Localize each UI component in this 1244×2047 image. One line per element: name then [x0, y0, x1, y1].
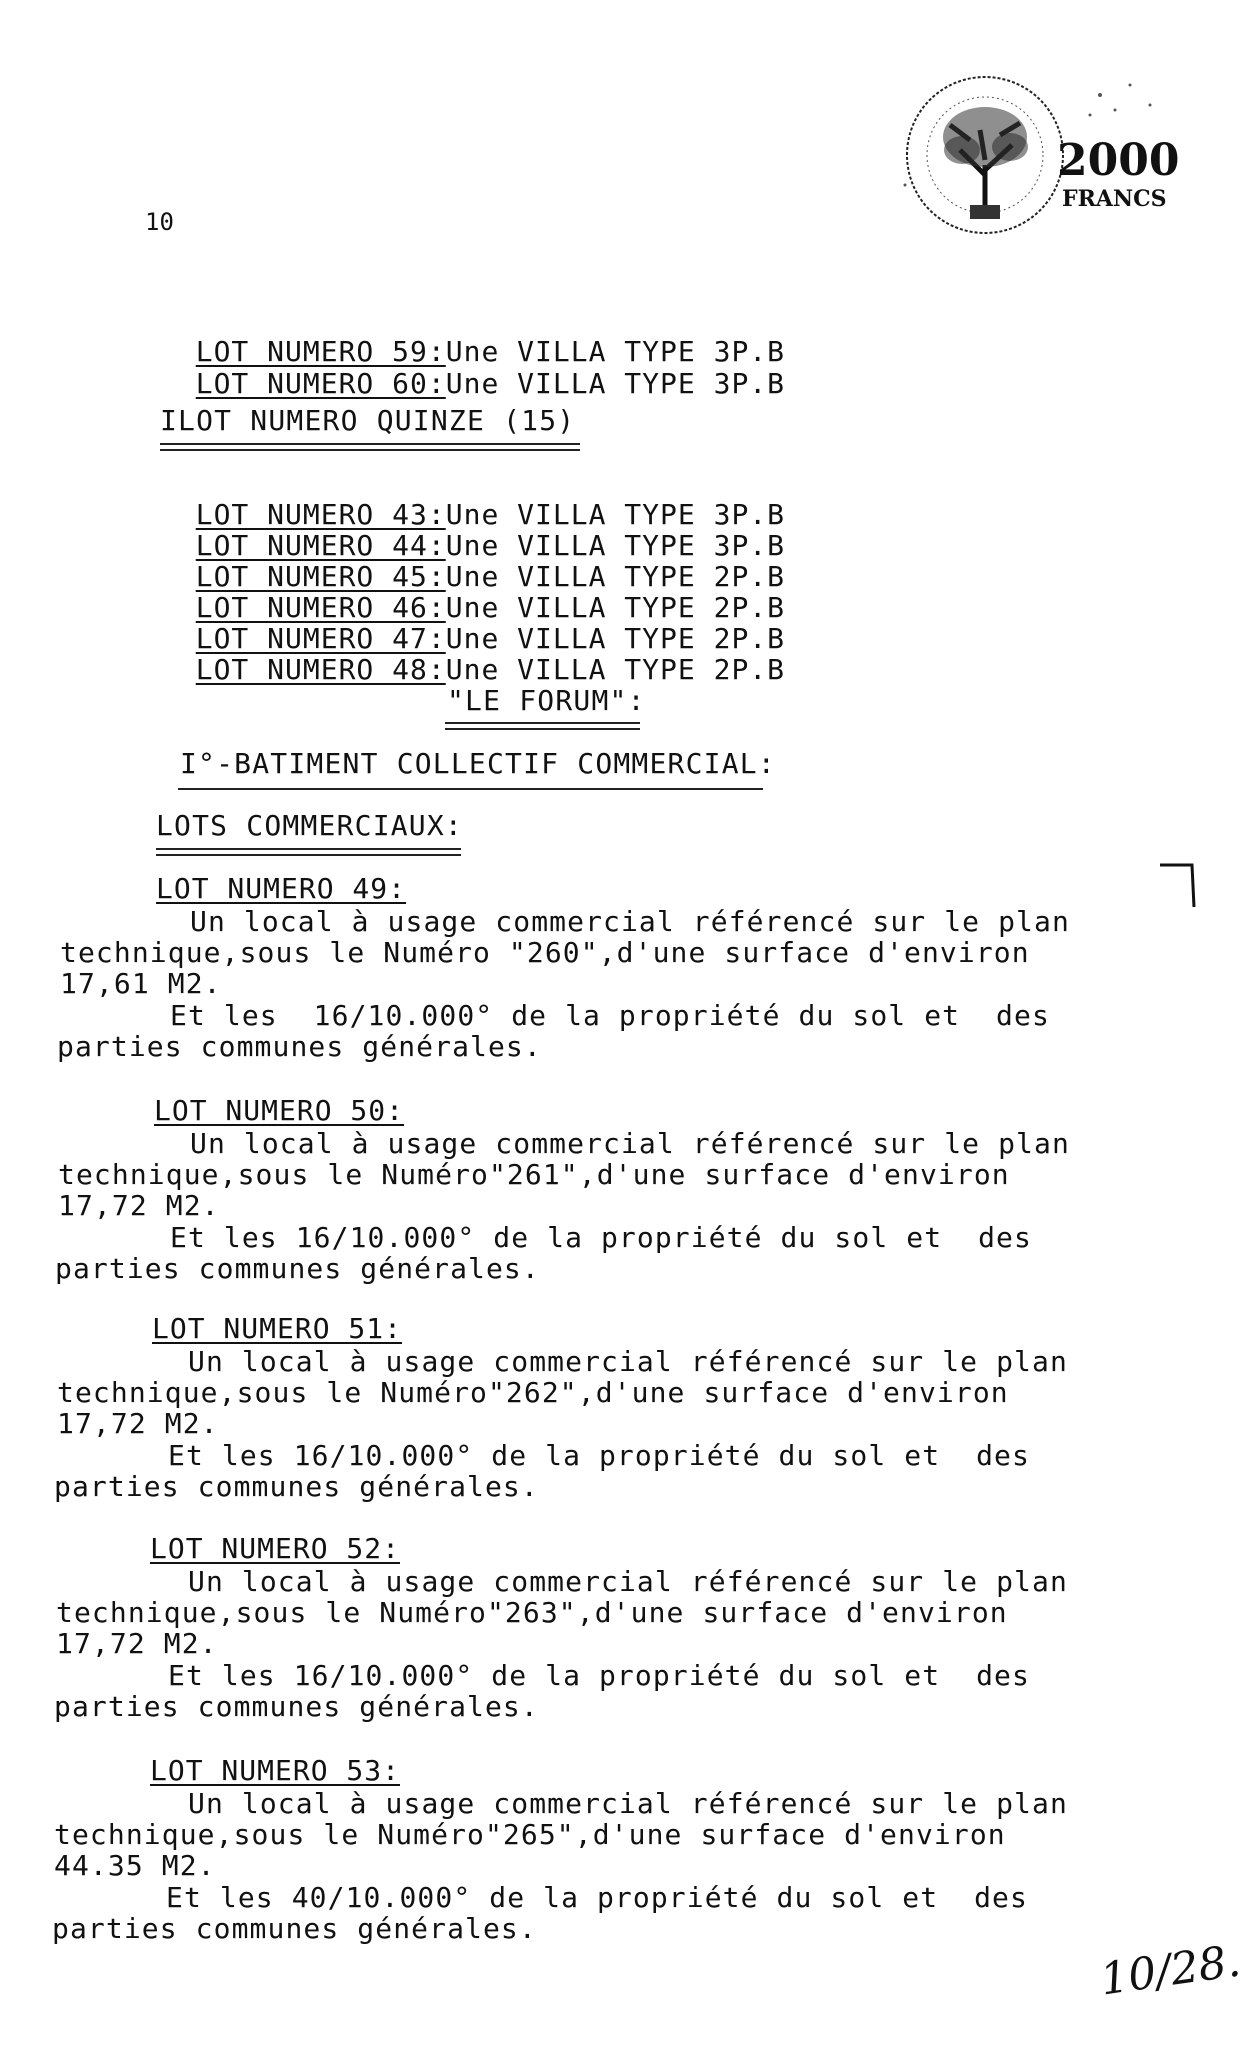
- lot-desc: Une VILLA TYPE 3P.B: [445, 335, 786, 368]
- lot-desc: Une VILLA TYPE 2P.B: [445, 653, 786, 686]
- lot-53-line1: Un local à usage commercial référencé sur le plan: [188, 1787, 1068, 1820]
- lot-50-label: LOT NUMERO 50:: [154, 1094, 405, 1127]
- lot-53-line3: 44.35 M2.: [54, 1849, 216, 1882]
- lot-51-line1: Un local à usage commercial référencé sur le plan: [188, 1345, 1068, 1378]
- lot-49-line3: 17,61 M2.: [60, 967, 222, 1000]
- lot-label: LOT NUMERO 59:: [195, 335, 446, 368]
- list-item: [160, 337, 785, 399]
- list-item: [160, 623, 785, 685]
- lot-desc: Une VILLA TYPE 3P.B: [445, 367, 786, 400]
- batiment-heading: I°-BATIMENT COLLECTIF COMMERCIAL:: [180, 747, 776, 780]
- lot-52-line1: Un local à usage commercial référencé sur le plan: [188, 1565, 1068, 1598]
- lot-label: LOT NUMERO 60:: [195, 367, 446, 400]
- lot-53-label: LOT NUMERO 53:: [150, 1754, 401, 1787]
- lot-desc: Une VILLA TYPE 3P.B: [445, 529, 786, 562]
- lot-53-line4: Et les 40/10.000° de la propriété du sol et des: [166, 1881, 1028, 1914]
- ilot-heading: ILOT NUMERO QUINZE (15): [160, 404, 576, 437]
- underline: [178, 788, 763, 790]
- lot-52-label: LOT NUMERO 52:: [150, 1532, 401, 1565]
- lot-53-line2: technique,sous le Numéro"265",d'une surface d'environ: [54, 1818, 1006, 1851]
- lot-52-line2: technique,sous le Numéro"263",d'une surface d'environ: [56, 1596, 1008, 1629]
- double-underline: [156, 848, 461, 856]
- lots-commerciaux-heading: LOTS COMMERCIAUX:: [156, 809, 463, 842]
- lot-50-line3: 17,72 M2.: [58, 1189, 220, 1222]
- lot-49-line2: technique,sous le Numéro "260",d'une surface d'environ: [60, 936, 1030, 969]
- lot-50-line1: Un local à usage commercial référencé sur le plan: [190, 1127, 1070, 1160]
- lot-label: LOT NUMERO 44:: [195, 529, 446, 562]
- lot-51-line5: parties communes générales.: [54, 1470, 539, 1503]
- double-underline: [160, 443, 580, 451]
- lot-51-line3: 17,72 M2.: [57, 1407, 219, 1440]
- lot-51-line2: technique,sous le Numéro"262",d'une surface d'environ: [57, 1376, 1009, 1409]
- lot-label: LOT NUMERO 46:: [195, 591, 446, 624]
- stamp-currency: FRANCS: [1062, 186, 1167, 212]
- lot-50-line5: parties communes générales.: [55, 1252, 540, 1285]
- lot-label: LOT NUMERO 43:: [195, 498, 446, 531]
- lot-52-line4: Et les 16/10.000° de la propriété du sol et des: [168, 1659, 1030, 1692]
- lot-49-label: LOT NUMERO 49:: [156, 872, 407, 905]
- lot-desc: Une VILLA TYPE 2P.B: [445, 560, 786, 593]
- lot-51-line4: Et les 16/10.000° de la propriété du sol et des: [168, 1439, 1030, 1472]
- lot-49-line1: Un local à usage commercial référencé sur le plan: [190, 905, 1070, 938]
- lot-52-line5: parties communes générales.: [54, 1690, 539, 1723]
- lot-label: LOT NUMERO 48:: [195, 653, 446, 686]
- lot-49-line4: Et les 16/10.000° de la propriété du sol et des: [170, 999, 1050, 1032]
- lot-desc: Une VILLA TYPE 2P.B: [445, 622, 786, 655]
- lot-52-line3: 17,72 M2.: [56, 1627, 218, 1660]
- handwritten-signature: 10/28.: [1097, 1935, 1244, 2006]
- lot-53-line5: parties communes générales.: [52, 1912, 537, 1945]
- page-number: 10: [145, 208, 174, 236]
- double-underline: [445, 722, 640, 730]
- lot-49-line5: parties communes générales.: [57, 1030, 542, 1063]
- lot-50-line2: technique,sous le Numéro"261",d'une surface d'environ: [58, 1158, 1010, 1191]
- stamp-value: 2000: [1057, 135, 1180, 186]
- lot-desc: Une VILLA TYPE 3P.B: [445, 498, 786, 531]
- lot-label: LOT NUMERO 47:: [195, 622, 446, 655]
- lot-51-label: LOT NUMERO 51:: [152, 1312, 403, 1345]
- forum-heading: "LE FORUM":: [447, 684, 646, 717]
- lot-label: LOT NUMERO 45:: [195, 560, 446, 593]
- lot-desc: Une VILLA TYPE 2P.B: [445, 591, 786, 624]
- margin-mark-icon: [1158, 855, 1198, 910]
- lot-50-line4: Et les 16/10.000° de la propriété du sol et des: [170, 1221, 1032, 1254]
